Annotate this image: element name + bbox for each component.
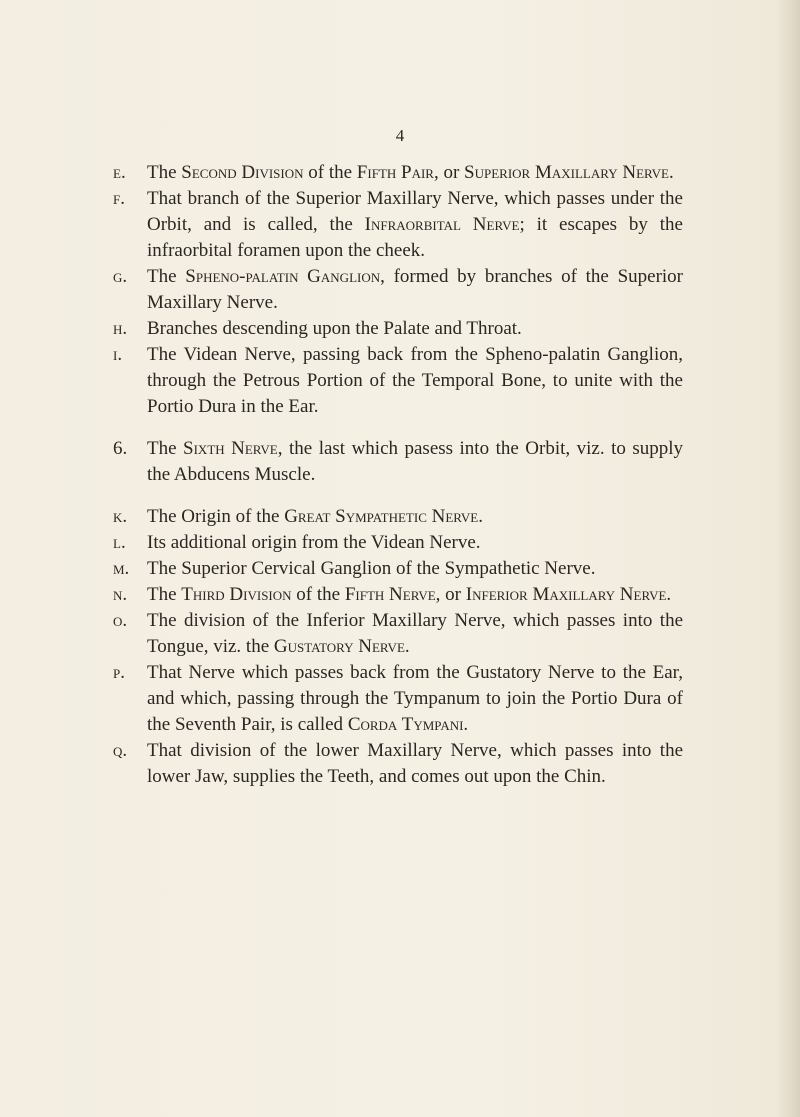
page-number: 4 <box>395 126 405 145</box>
entry-letter: g. <box>113 266 128 287</box>
entry-letter: o. <box>113 610 128 631</box>
entry-p: p. That Nerve which passes back from the Gustatory Nerve to the Ear, and which, passing through the Tympanum to join the Portio Dura of the Seventh Pair, is called Corda Tympani. <box>113 662 683 735</box>
entry-letter: f. <box>113 188 125 209</box>
entry-g: g. The Spheno-palatin Ganglion, formed by branches of the Superior Maxillary Nerve. <box>113 266 684 313</box>
entry-letter: p. <box>113 662 125 683</box>
entry-letter: n. <box>113 584 128 605</box>
entry-o: o. The division of the Inferior Maxillary Nerve, which passes into the Tongue, viz. the Gustatory Nerve. <box>113 610 683 657</box>
entry-f: f. That branch of the Superior Maxillary Nerve, which passes under the Orbit, and is called, the Infraorbital Nerve; it escapes by the infraorbital foramen upon the cheek. <box>113 188 683 261</box>
legend-entries <box>113 160 683 790</box>
entry-letter: k. <box>113 506 128 527</box>
entry-m: m. The Superior Cervical Ganglion of the Sympathetic Nerve. <box>113 556 683 582</box>
entry-letter: h. <box>113 318 128 339</box>
entry-letter: l. <box>113 532 126 553</box>
entry-letter: 6. <box>113 438 128 459</box>
entry-letter: e. <box>113 162 126 183</box>
entry-6: 6. The Sixth Nerve, the last which pasess into the Orbit, viz. to supply the Abducens Muscle. <box>113 438 684 485</box>
entry-k: k. The Origin of the Great Sympathetic Nerve. <box>113 504 683 530</box>
entry-h: h. Branches descending upon the Palate and Throat. <box>113 316 683 342</box>
entry-l: l. Its additional origin from the Videan Nerve. <box>113 530 683 556</box>
entry-e: e. The Second Division of the Fifth Pair, or Superior Maxillary Nerve. <box>113 160 683 186</box>
entry-i: i. The Videan Nerve, passing back from the Spheno-palatin Ganglion, through the Petrous Portion of the Temporal Bone, to unite with the Portio Dura in the Ear. <box>113 344 683 417</box>
entry-letter: q. <box>113 740 128 761</box>
entry-letter: i. <box>113 344 123 365</box>
entry-letter: m. <box>113 558 130 579</box>
entry-q: q. That division of the lower Maxillary Nerve, which passes into the lower Jaw, supplies the Teeth, and comes out upon the Chin. <box>113 740 683 787</box>
entry-n: n. The Third Division of the Fifth Nerve, or Inferior Maxillary Nerve. <box>113 582 683 608</box>
